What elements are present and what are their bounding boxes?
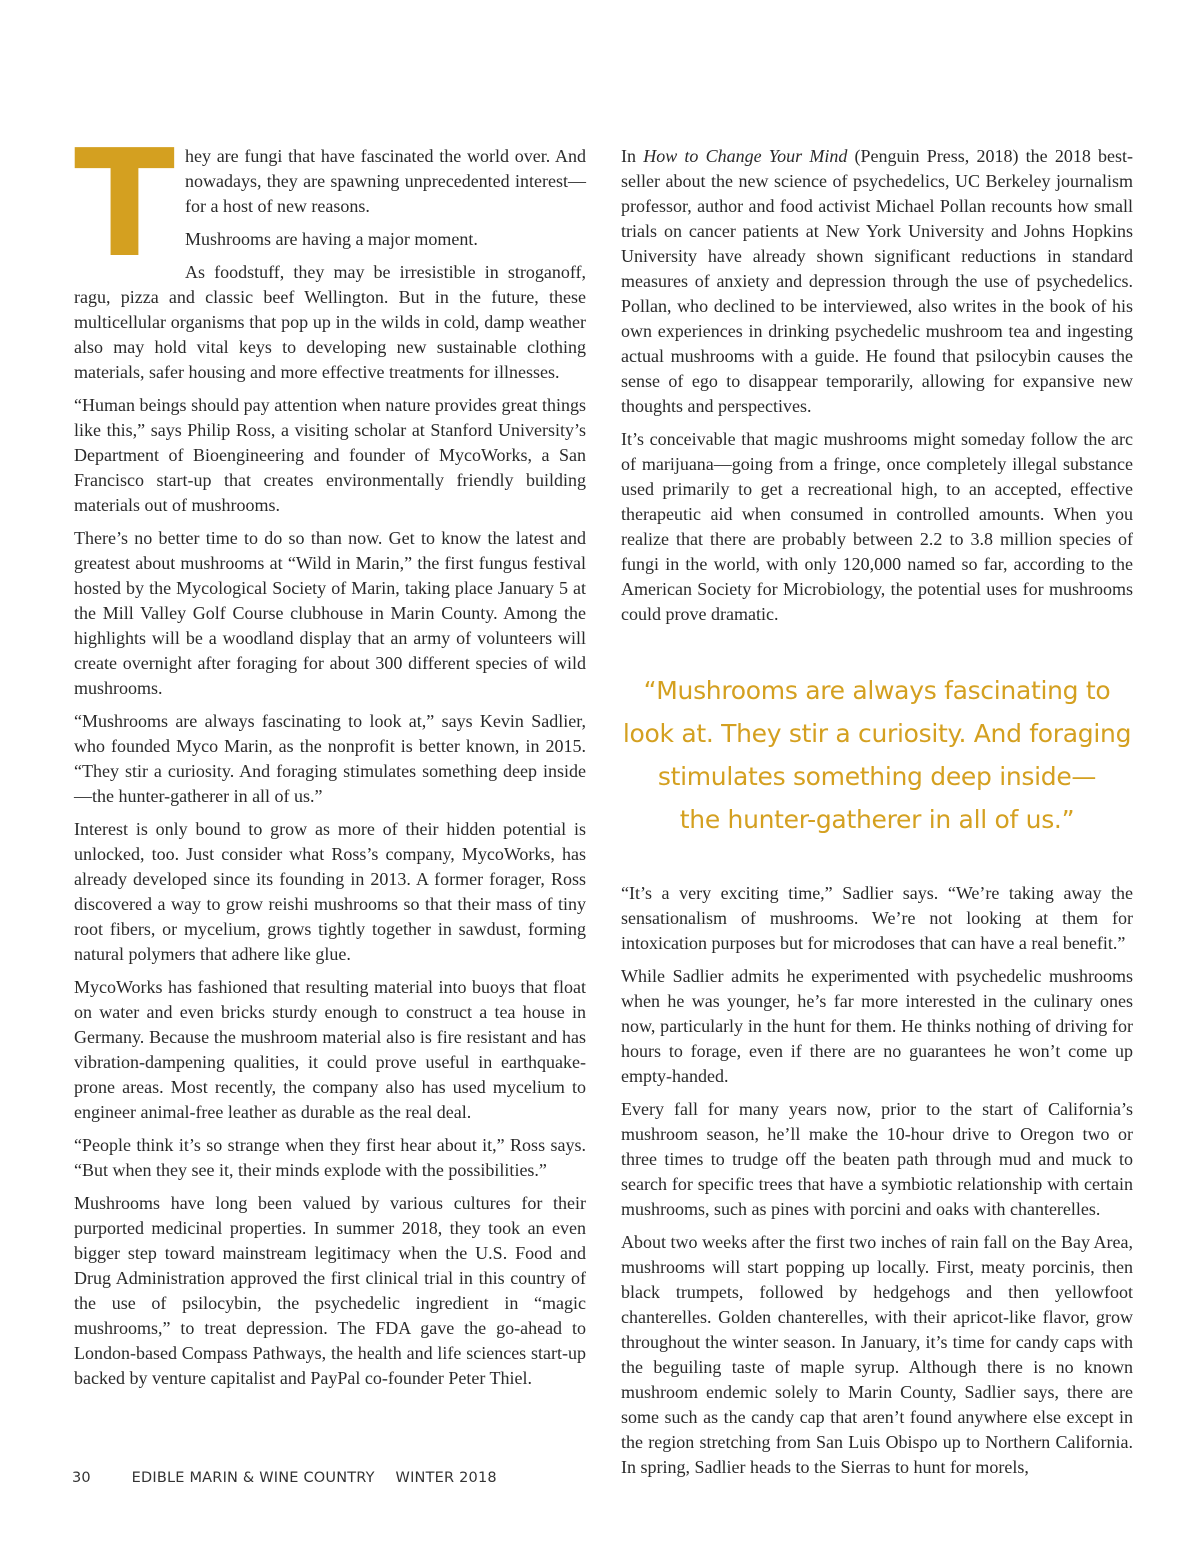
body-paragraph: “People think it’s so strange when they first hear about it,” Ross says. “But when they see it, their minds explode with the possibilities.”: [74, 1135, 586, 1180]
issue-label: WINTER 2018: [395, 1470, 497, 1486]
pull-quote-line: the hunter-gatherer in all of us.”: [679, 805, 1075, 834]
body-paragraph: Interest is only bound to grow as more of their hidden potential is unlocked, too. Just consider what Ross’s company, MycoWorks, has already developed since its founding in 2013. A former forager, Ross discovered a way to grow reishi mushrooms so that their mass of tiny root fibers, or mycelium, grows tightly together in sawdust, forming natural polymers that adhere like glue.: [74, 819, 586, 964]
body-paragraph: Mushrooms are having a major moment.: [184, 229, 478, 249]
body-paragraph: About two weeks after the first two inches of rain fall on the Bay Area, mushrooms will start popping up locally. First, meaty porcinis, then black trumpets, followed by hedgehogs and then yellowfoot chanterelles. Golden chanterelles, with their apricot-like flavor, grow throughout the winter season. In January, it’s time for candy caps with the beguiling taste of maple syrup. Although there is no known mushroom endemic solely to Marin County, Sadlier says, there are some such as the candy cap that aren’t found anywhere else except in the region stretching from San Luis Obispo up to Northern California. In spring, Sadlier heads to the Sierras to hunt for morels,: [621, 1232, 1133, 1477]
body-paragraph: In How to Change Your Mind (Penguin Press, 2018) the 2018 best-seller about the new science of psychedelics, UC Berkeley journalism professor, author and food activist Michael Pollan recounts how small trials on cancer patients at New York University and Johns Hopkins University have already shown significant reductions in standard measures of anxiety and depression through the use of psychedelics. Pollan, who declined to be interviewed, also writes in the book of his own experiences in drinking psychedelic mushroom tea and ingesting actual mushrooms with a guide. He found that psilocybin causes the sense of ego to disappear temporarily, allowing for expansive new thoughts and perspectives.: [621, 146, 1134, 416]
page-number: 30: [72, 1470, 91, 1486]
body-paragraph: There’s no better time to do so than now. Get to know the latest and greatest about mushrooms at “Wild in Marin,” the first fungus festival hosted by the Mycological Society of Marin, taking place January 5 at the Mill Valley Golf Course clubhouse in Marin County. Among the highlights will be a woodland display that an army of volunteers will create overnight after foraging for about 300 different species of wild mushrooms.: [74, 528, 586, 698]
page-footer: [72, 1470, 497, 1486]
pull-quote-line: “Mushrooms are always fascinating to: [643, 676, 1111, 705]
body-paragraph: Mushrooms have long been valued by various cultures for their purported medicinal properties. In summer 2018, they took an even bigger step toward mainstream legitimacy when the U.S. Food and Drug Administration approved the first clinical trial in this country of the use of psilocybin, the psychedelic ingredient in “magic mushrooms,” to treat depression. The FDA gave the go-ahead to London-based Compass Pathways, the health and life sciences start-up backed by venture capitalist and PayPal co-founder Peter Thiel.: [74, 1193, 586, 1388]
pull-quote: [621, 669, 1133, 841]
body-paragraph: “It’s a very exciting time,” Sadlier says. “We’re taking away the sensationalism of mushrooms. We’re not looking at them for intoxication purposes but for microdoses that can have a real benefit.”: [621, 883, 1133, 953]
right-column: [621, 144, 1133, 1488]
drop-cap: T: [74, 118, 175, 290]
pull-quote-line: stimulates something deep inside—: [657, 762, 1097, 791]
body-paragraph: “Mushrooms are always fascinating to look at,” says Kevin Sadlier, who founded Myco Marin, as the nonprofit is better known, in 2015. “They stir a curiosity. And foraging stimulates something deep inside—the hunter-gatherer in all of us.”: [74, 711, 586, 806]
left-column: [74, 118, 586, 1399]
body-paragraph: As foodstuff, they may be irresistible in stroganoff, ragu, pizza and classic beef Wellington. But in the future, these multicellular organisms that pop up in the wilds in cold, damp weather also may hold vital keys to developing new sustainable clothing materials, safer housing and more effective treatments for illnesses.: [74, 262, 586, 382]
body-paragraph: “Human beings should pay attention when nature provides great things like this,” says Philip Ross, a visiting scholar at Stanford University’s Department of Bioengineering and founder of MycoWorks, a San Francisco start-up that creates environmentally friendly building materials out of mushrooms.: [74, 395, 586, 515]
body-paragraph: MycoWorks has fashioned that resulting material into buoys that float on water and even bricks sturdy enough to construct a tea house in Germany. Because the mushroom material also is fire resistant and has vibration-dampening qualities, it could prove useful in earthquake-prone areas. Most recently, the company also has used mycelium to engineer animal-free leather as durable as the real deal.: [74, 977, 586, 1122]
body-paragraph: It’s conceivable that magic mushrooms might someday follow the arc of marijuana—going from a fringe, once completely illegal substance used primarily to get a recreational high, to an accepted, effective therapeutic aid when consumed in controlled amounts. When you realize that there are probably between 2.2 to 3.8 million species of fungi in the world, with only 120,000 named so far, according to the American Society for Microbiology, the potential uses for mushrooms could prove dramatic.: [621, 429, 1133, 624]
body-paragraph: Every fall for many years now, prior to the start of California’s mushroom season, he’ll make the 10-hour drive to Oregon two or three times to trudge off the beaten path through mud and muck to search for specific trees that have a symbiotic relationship with certain mushrooms, such as pines with porcini and oaks with chanterelles.: [621, 1099, 1133, 1219]
book-title: How to Change Your Mind: [643, 146, 848, 166]
publication-name: EDIBLE MARIN & WINE COUNTRY: [131, 1470, 375, 1486]
body-paragraph: While Sadlier admits he experimented with psychedelic mushrooms when he was younger, he’s far more interested in the culinary ones now, particularly in the hunt for them. He thinks nothing of driving for hours to forage, even if there are no guarantees he won’t come up empty-handed.: [621, 966, 1133, 1086]
pull-quote-line: look at. They stir a curiosity. And foraging: [622, 719, 1132, 748]
opening-text: hey are fungi that have fascinated the world over. And nowadays, they are spawning unprecedented interest—for a host of new reasons.: [184, 146, 586, 216]
